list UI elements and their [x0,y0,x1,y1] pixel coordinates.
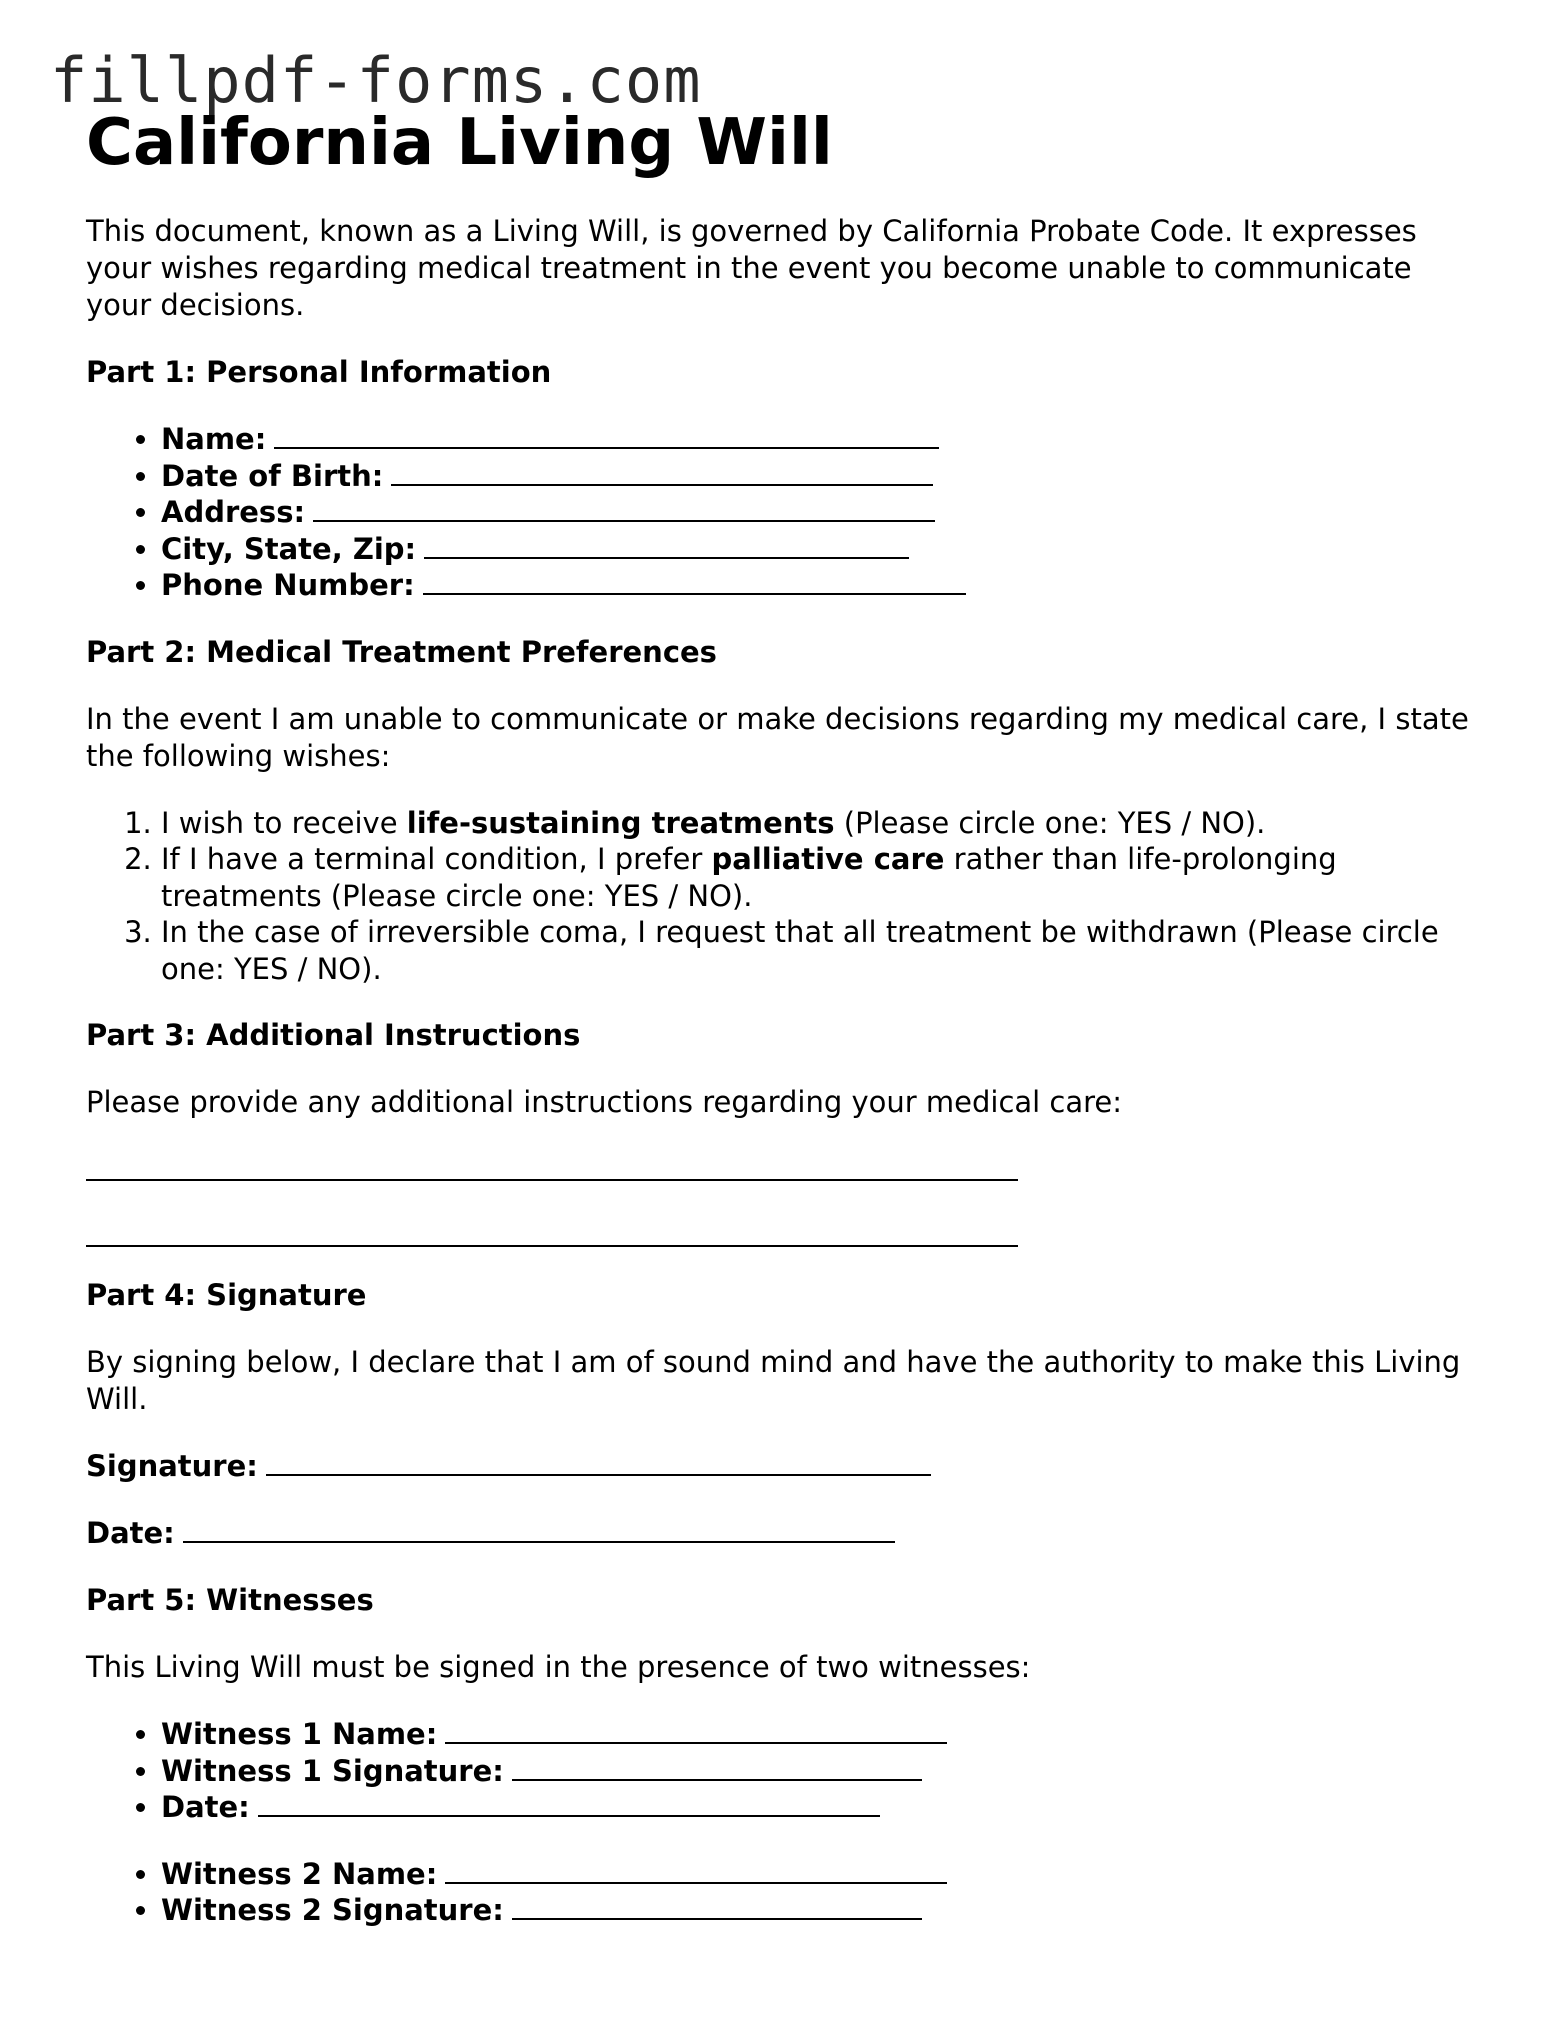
personal-info-list [86,421,1486,604]
field-label: Phone Number: [161,568,415,603]
name-field[interactable] [161,421,1486,458]
instructions-line-2[interactable] [86,1245,1018,1247]
field-label: Witness 1 Name: [161,1717,438,1752]
phone-field[interactable] [161,567,1486,604]
part2-heading: Part 2: Medical Treatment Preferences [86,634,717,669]
preferences-list [86,805,1486,988]
page-title: California Living Will [86,106,833,180]
name-blank[interactable] [274,421,939,449]
witness-1-list [86,1716,1486,1826]
witness-1-name-field[interactable] [161,1716,1486,1753]
signature-blank[interactable] [266,1448,931,1476]
witness-1-date-blank[interactable] [258,1789,880,1817]
document-page [86,108,1486,1929]
field-label: Signature: [86,1449,258,1484]
witness-2-list [86,1856,1486,1929]
part3-heading: Part 3: Additional Instructions [86,1018,581,1053]
field-label: Name: [161,422,267,457]
address-blank[interactable] [313,494,935,522]
witness-2-name-field[interactable] [161,1856,1486,1893]
phone-blank[interactable] [423,567,966,595]
item-text: In the case of irreversible coma, I request that all treatment be withdrawn (Please circle one: YES / NO). [161,915,1439,986]
preference-item-3 [161,914,1486,987]
field-label: Witness 1 Signature: [161,1753,504,1788]
address-field[interactable] [161,494,1486,531]
witness-1-date-field[interactable] [161,1789,1486,1826]
part4-text: By signing below, I declare that I am of sound mind and have the authority to make this Living Will. [86,1345,1461,1417]
date-field[interactable] [86,1515,1486,1552]
instructions-line-1[interactable] [86,1179,1018,1181]
intro-paragraph: This document, known as a Living Will, is governed by California Probate Code. It expresses your wishes regarding medical treatment in the event you become unable to communicate your decisions. [86,214,1417,323]
watermark: fillpdf-forms.com [50,44,702,117]
field-label: Date: [86,1516,175,1551]
part2-text: In the event I am unable to communicate or make decisions regarding my medical care, I state the following wishes: [86,701,1469,773]
witness-2-signature-blank[interactable] [512,1892,922,1920]
dob-blank[interactable] [391,458,933,486]
field-label: Address: [161,495,306,530]
item-emphasis: palliative care [711,842,945,877]
part3-text: Please provide any additional instructions regarding your medical care: [86,1085,1123,1120]
preference-item-1 [161,805,1486,842]
part5-text: This Living Will must be signed in the presence of two witnesses: [86,1650,1031,1685]
city-state-zip-blank[interactable] [424,531,909,559]
item-emphasis: life-sustaining treatments [406,805,835,840]
witness-2-signature-field[interactable] [161,1892,1486,1929]
city-state-zip-field[interactable] [161,531,1486,568]
date-blank[interactable] [183,1515,895,1543]
field-label: Date: [161,1790,250,1825]
field-label: Date of Birth: [161,458,384,493]
dob-field[interactable] [161,458,1486,495]
preference-item-2 [161,841,1486,914]
item-text: (Please circle one: YES / NO). [834,805,1266,840]
witness-1-signature-blank[interactable] [512,1753,922,1781]
witness-1-name-blank[interactable] [445,1716,947,1744]
witness-1-signature-field[interactable] [161,1753,1486,1790]
field-label: Witness 2 Name: [161,1856,438,1891]
item-text: I wish to receive [161,805,407,840]
part5-heading: Part 5: Witnesses [86,1583,374,1618]
part1-heading: Part 1: Personal Information [86,355,552,390]
item-text: rather than life-prolonging treatments (Please circle one: YES / NO). [161,842,1337,913]
signature-field[interactable] [86,1448,1486,1485]
item-text: If I have a terminal condition, I prefer [161,842,712,877]
field-label: City, State, Zip: [161,531,417,566]
field-label: Witness 2 Signature: [161,1893,504,1928]
part4-heading: Part 4: Signature [86,1278,367,1313]
witness-2-name-blank[interactable] [445,1856,947,1884]
